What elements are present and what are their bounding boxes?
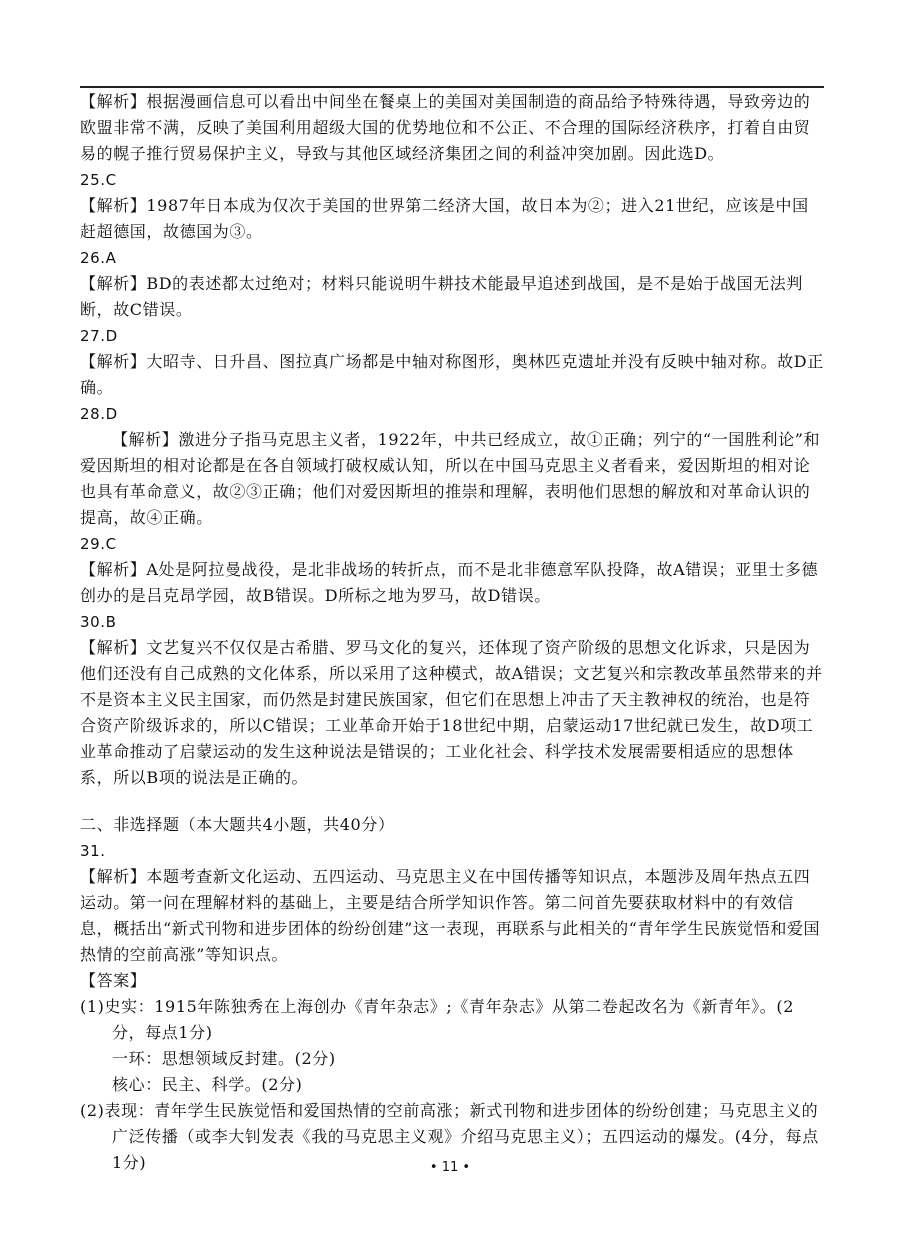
answer-part-2: (2)表现：青年学生民族觉悟和爱国热情的空前高涨；新式刊物和进步团体的纷纷创建；马克思主义的广泛传播（或李大钊发表《我的马克思主义观》介绍马克思主义）；五四运动的爆发。(4分，每点1分) bbox=[80, 1101, 819, 1172]
analysis-24: 【解析】根据漫画信息可以看出中间坐在餐桌上的美国对美国制造的商品给予特殊待遇，导致旁边的欧盟非常不满，反映了美国利用超级大国的优势地位和不公正、不合理的国际经济秩序，打着自由贸易的幌子推行贸易保护主义，导致与其他区域经济集团之间的利益冲突加剧。因此选D。 bbox=[80, 92, 811, 163]
section-heading: 二、非选择题（本大题共4小题，共40分） bbox=[80, 815, 395, 834]
header-rule bbox=[80, 86, 824, 88]
analysis-31: 【解析】本题考查新文化运动、五四运动、马克思主义在中国传播等知识点，本题涉及周年热点五四运动。第一问在理解材料的基础上，主要是结合所学知识作答。第二问首先要获取材料中的有效信息，概括出“新式刊物和进步团体的纷纷创建”这一表现，再联系与此相关的“青年学生民族觉悟和爱国热情的空前高涨”等知识点。 bbox=[80, 867, 821, 964]
analysis-25: 【解析】1987年日本成为仅次于美国的世界第二经济大国，故日本为②；进入21世纪，应该是中国赶超德国，故德国为③。 bbox=[80, 196, 809, 241]
analysis-29: 【解析】A处是阿拉曼战役，是北非战场的转折点，而不是北非德意军队投降，故A错误；亚里士多德创办的是吕克昂学园，故B错误。D所标之地为罗马，故D错误。 bbox=[80, 560, 819, 605]
analysis-28: 【解析】激进分子指马克思主义者，1922年，中共已经成立，故①正确；列宁的“一国胜利论”和爱因斯坦的相对论都是在各自领域打破权威认知，所以在中国马克思主义者看来，爱因斯坦的相对论也具有革命意义，故②③正确；他们对爱因斯坦的推崇和理解，表明他们思想的解放和对革命认识的提高，故④正确。 bbox=[80, 430, 821, 527]
question-number-28: 28.D bbox=[80, 405, 118, 423]
question-number-27: 27.D bbox=[80, 327, 118, 345]
analysis-27: 【解析】大昭寺、日升昌、图拉真广场都是中轴对称图形，奥林匹克遗址并没有反映中轴对称。故D正确。 bbox=[80, 352, 824, 397]
question-number-31: 31. bbox=[80, 842, 106, 860]
answer-part-1: (1)史实：1915年陈独秀在上海创办《青年杂志》;《青年杂志》从第二卷起改名为《新青年》。(2分，每点1分) bbox=[80, 997, 794, 1042]
answer-part-1-core: 核心：民主、科学。(2分) bbox=[112, 1075, 303, 1094]
question-number-26: 26.A bbox=[80, 249, 117, 267]
analysis-26: 【解析】BD的表述都太过绝对；材料只能说明牛耕技术能最早追述到战国，是不是始于战国无法判断，故C错误。 bbox=[80, 274, 803, 319]
answer-part-1-link: 一环：思想领域反封建。(2分) bbox=[112, 1049, 336, 1068]
answer-label: 【答案】 bbox=[80, 971, 147, 990]
question-number-25: 25.C bbox=[80, 171, 117, 189]
analysis-30: 【解析】文艺复兴不仅仅是古希腊、罗马文化的复兴，还体现了资产阶级的思想文化诉求，只是因为他们还没有自己成熟的文化体系，所以采用了这种模式，故A错误；文艺复兴和宗教改革虽然带来的并不是资本主义民主国家，而仍然是封建民族国家，但它们在思想上冲击了天主教神权的统治，也是符合资产阶级诉求的，所以C错误；工业革命开始于18世纪中期，启蒙运动17世纪就已发生，故D项工业革命推动了启蒙运动的发生这种说法是错误的；工业化社会、科学技术发展需要相适应的思想体系，所以B项的说法是正确的。 bbox=[80, 638, 823, 787]
page-number: • 11 • bbox=[429, 1160, 471, 1175]
question-number-29: 29.C bbox=[80, 535, 117, 553]
question-number-30: 30.B bbox=[80, 613, 117, 631]
section-gap bbox=[80, 791, 824, 812]
answer-content bbox=[80, 89, 824, 1176]
